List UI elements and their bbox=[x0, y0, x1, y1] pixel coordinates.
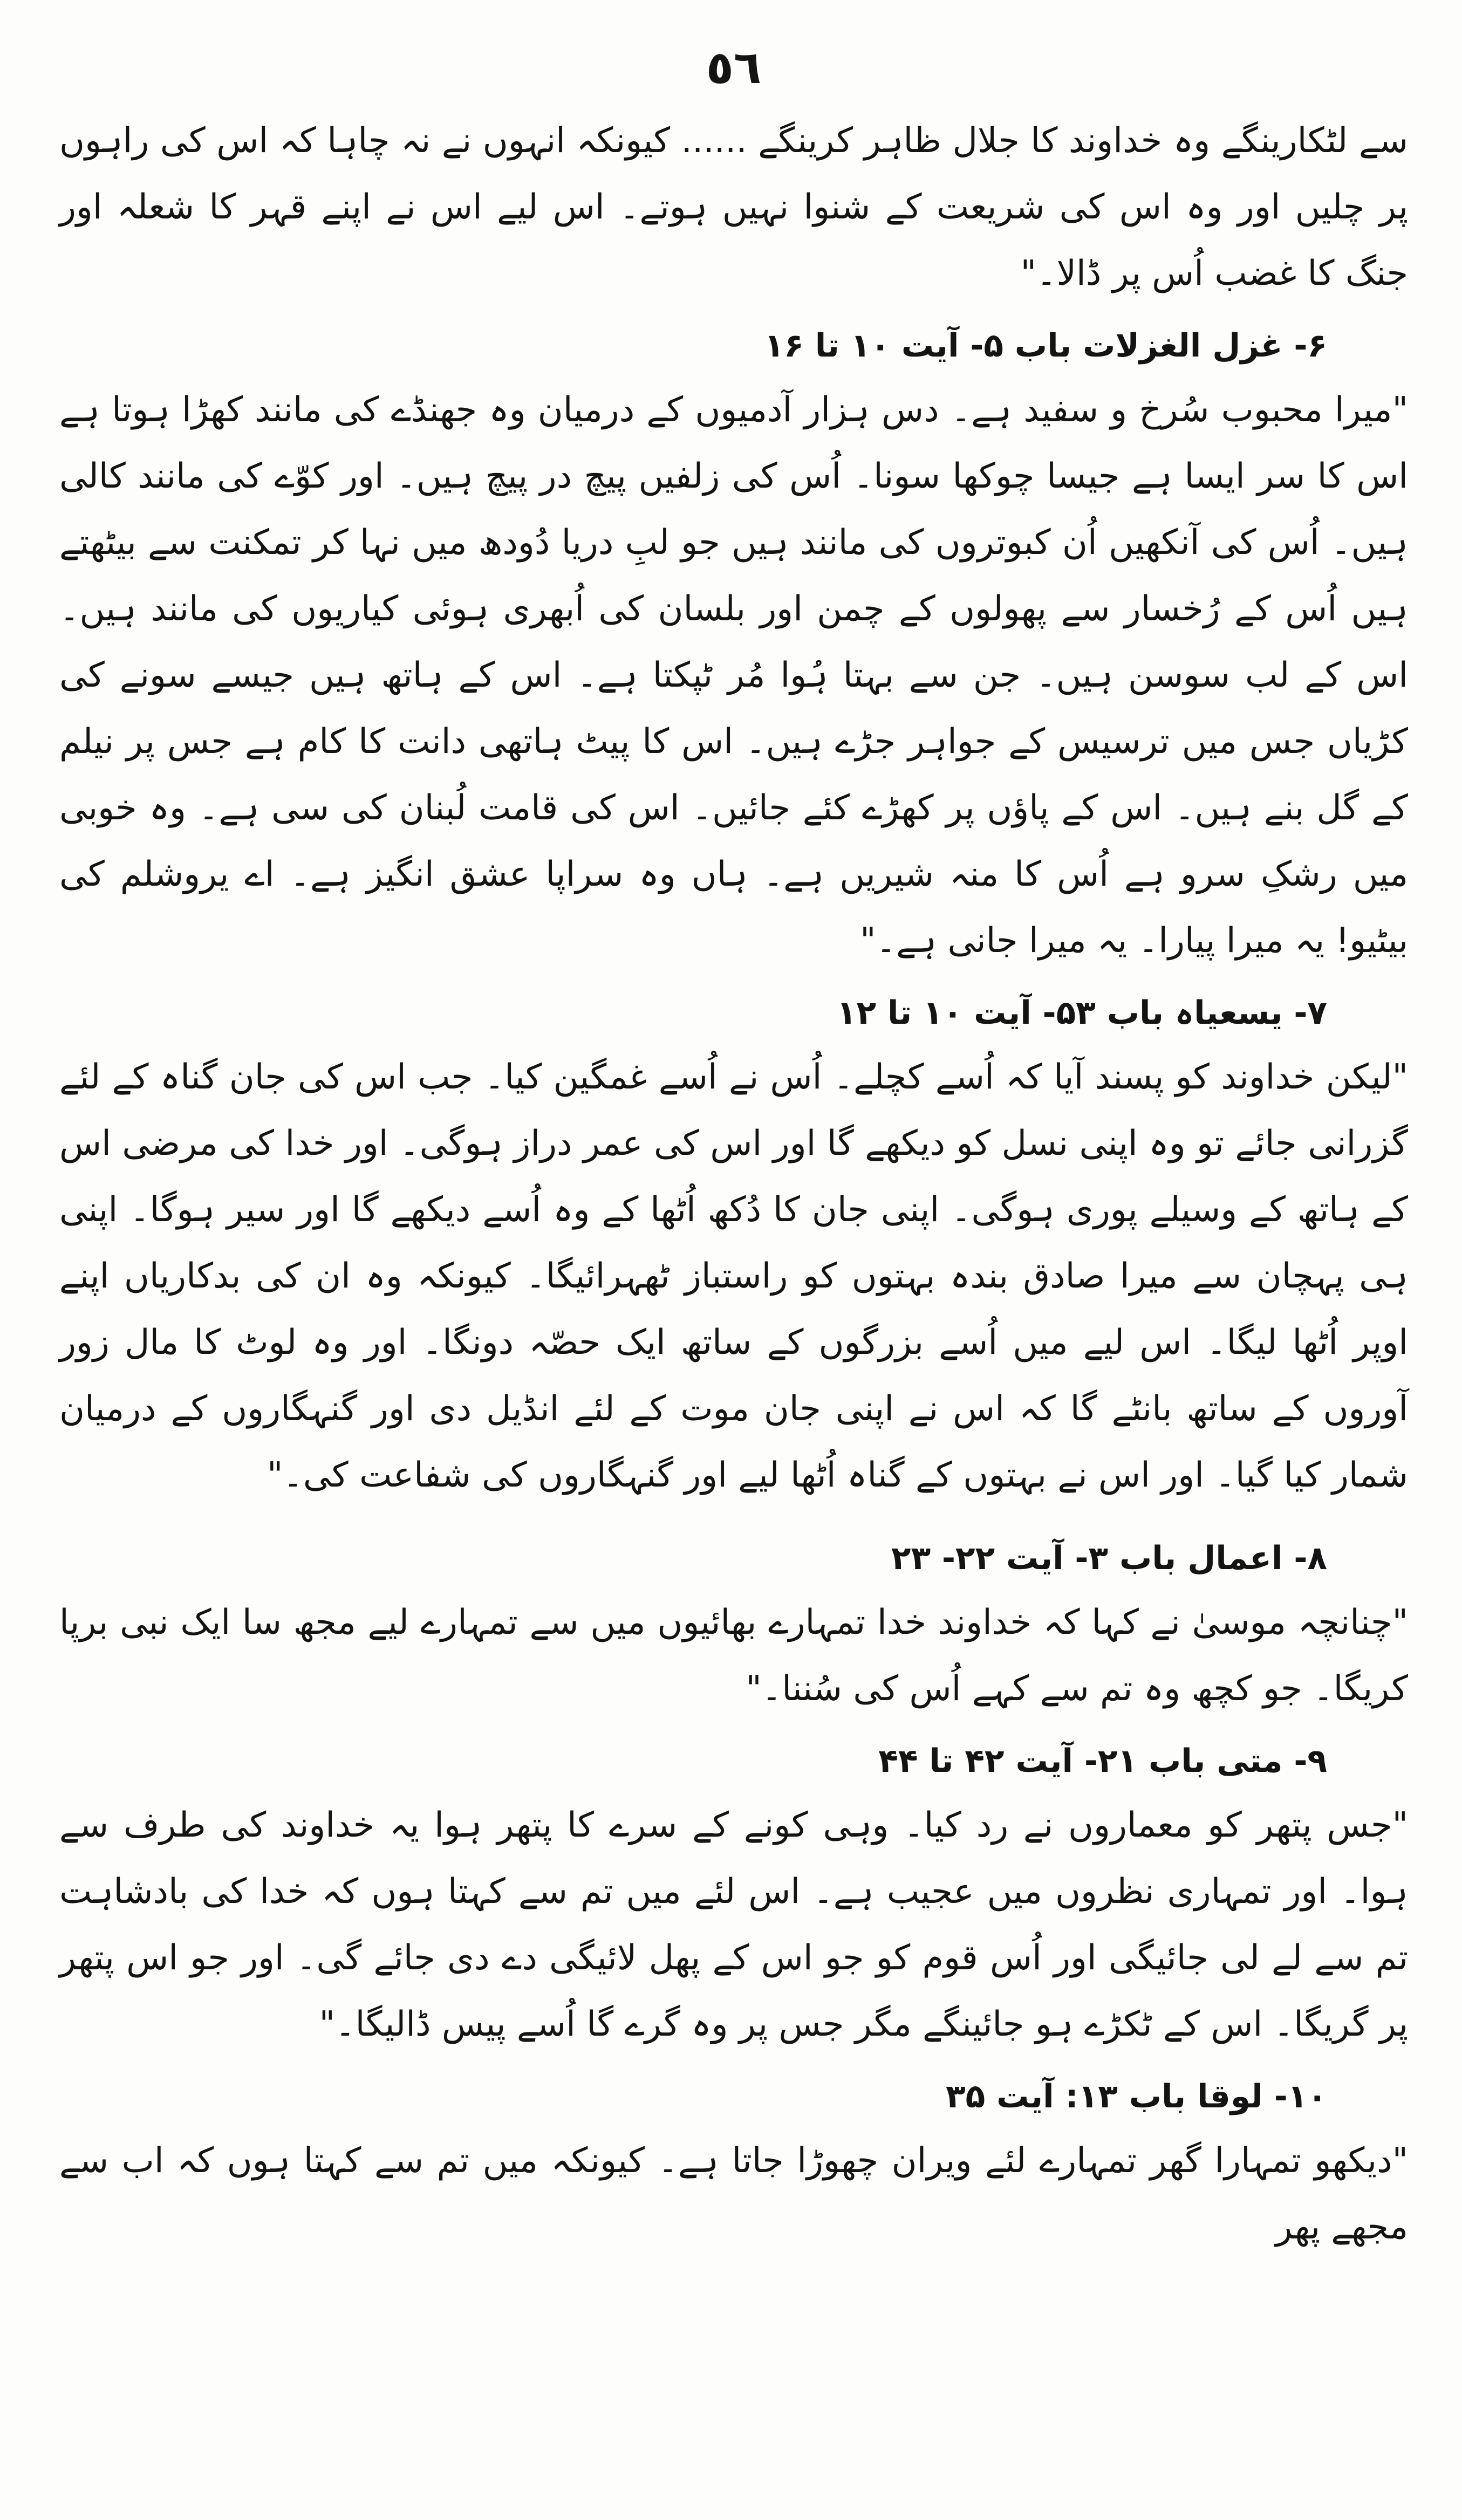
quote-isaiah: "لیکن خداوند کو پسند آیا کہ اُسے کچلے۔ اُس نے اُسے غمگین کیا۔ جب اس کی جان گناہ کے لئے گزرانی جائے تو وہ اپنی نسل کو دیکھے گا اور اس کی عمر دراز ہوگی۔ اور خدا کی مرضی اس کے ہاتھ کے وسیلے پوری ہوگی۔ اپنی جان کا دُکھ اُٹھا کے وہ اُسے دیکھے گا اور سیر ہوگا۔ اپنی ہی پہچان سے میرا صادق بندہ بہتوں کو راستباز ٹھہرائیگا۔ کیونکہ وہ ان کی بدکاریاں اپنے اوپر اُٹھا لیگا۔ اس لیے میں اُسے بزرگوں کے ساتھ ایک حصّہ دونگا۔ اور وہ لوٹ کا مال زور آوروں کے ساتھ بانٹے گا کہ اس نے اپنی جان موت کے لئے انڈیل دی اور گنہگاروں کے درمیان شمار کیا گیا۔ اور اس نے بہتوں کے گناہ اُٹھا لیے اور گنہگاروں کی شفاعت کی۔" bbox=[59, 1057, 1408, 1495]
quote-luke: "دیکھو تمہارا گھر تمہارے لئے ویران چھوڑا جاتا ہے۔ کیونکہ میں تم سے کہتا ہوں کہ اب سے مجھے پھر bbox=[59, 2141, 1408, 2247]
quote-acts: "چنانچہ موسیٰ نے کہا کہ خداوند خدا تمہارے بھائیوں میں سے تمہارے لیے مجھ سا ایک نبی برپا کریگا۔ جو کچھ وہ تم سے کہے اُس کی سُننا۔" bbox=[59, 1603, 1408, 1709]
scanned-page bbox=[59, 32, 1408, 2492]
section-heading-song-of-songs: ۶- غزل الغزلات باب ۵- آیت ۱۰ تا ۱۶ bbox=[764, 327, 1327, 365]
quote-matthew: "جس پتھر کو معماروں نے رد کیا۔ وہی کونے کے سرے کا پتھر ہوا یہ خداوند کی طرف سے ہوا۔ اور تمہاری نظروں میں عجیب ہے۔ اس لئے میں تم سے کہتا ہوں کہ خدا کی بادشاہت تم سے لے لی جائیگی اور اُس قوم کو جو اس کے پھل لائیگی دے دی جائے گی۔ اور جو اس پتھر پر گریگا۔ اس کے ٹکڑے ہو جائینگے مگر جس پر وہ گرے گا اُسے پیس ڈالیگا۔" bbox=[59, 1805, 1408, 2044]
section-heading-isaiah: ۷- یسعیاہ باب ۵۳- آیت ۱۰ تا ۱۲ bbox=[836, 994, 1327, 1032]
section-heading-matthew: ۹- متی باب ۲۱- آیت ۴۲ تا ۴۴ bbox=[878, 1742, 1327, 1780]
intro-paragraph: سے لٹکارینگے وہ خداوند کا جلال ظاہر کرینگے ...... کیونکہ انہوں نے نہ چاہا کہ اس کی راہوں پر چلیں اور وہ اس کی شریعت کے شنوا نہیں ہوتے۔ اس لیے اس نے اپنے قہر کا شعلہ اور جنگ کا غضب اُس پر ڈالا۔" bbox=[59, 121, 1408, 293]
page-content bbox=[59, 108, 1408, 2261]
page-number: ٥٦ bbox=[706, 41, 762, 94]
section-heading-luke: ۱۰- لوقا باب ۱۳: آیت ۳۵ bbox=[945, 2078, 1327, 2115]
quote-song-of-songs: "میرا محبوب سُرخ و سفید ہے۔ دس ہزار آدمیوں کے درمیان وہ جھنڈے کی مانند کھڑا ہوتا ہے اس کا سر ایسا ہے جیسا چوکھا سونا۔ اُس کی زلفیں پیچ در پیچ ہیں۔ اور کوّے کی مانند کالی ہیں۔ اُس کی آنکھیں اُن کبوتروں کی مانند ہیں جو لبِ دریا دُودھ میں نہا کر تمکنت سے بیٹھتے ہیں اُس کے رُخسار سے پھولوں کے چمن اور بلسان کی اُبھری ہوئی کیاریوں کی مانند ہیں۔ اس کے لب سوسن ہیں۔ جن سے بہتا ہُوا مُر ٹپکتا ہے۔ اس کے ہاتھ ہیں جیسے سونے کی کڑیاں جس میں ترسیس کے جواہر جڑے ہیں۔ اس کا پیٹ ہاتھی دانت کا کام ہے جس پر نیلم کے گل بنے ہیں۔ اس کے پاؤں پر کھڑے کئے جائیں۔ اس کی قامت لُبنان کی سی ہے۔ وہ خوبی میں رشکِ سرو ہے اُس کا منہ شیریں ہے۔ ہاں وہ سراپا عشق انگیز ہے۔ اے یروشلم کی بیٹیو! یہ میرا پیارا۔ یہ میرا جانی ہے۔" bbox=[59, 390, 1408, 961]
section-heading-acts: ۸- اعمال باب ۳- آیت ۲۲- ۲۳ bbox=[891, 1539, 1327, 1577]
